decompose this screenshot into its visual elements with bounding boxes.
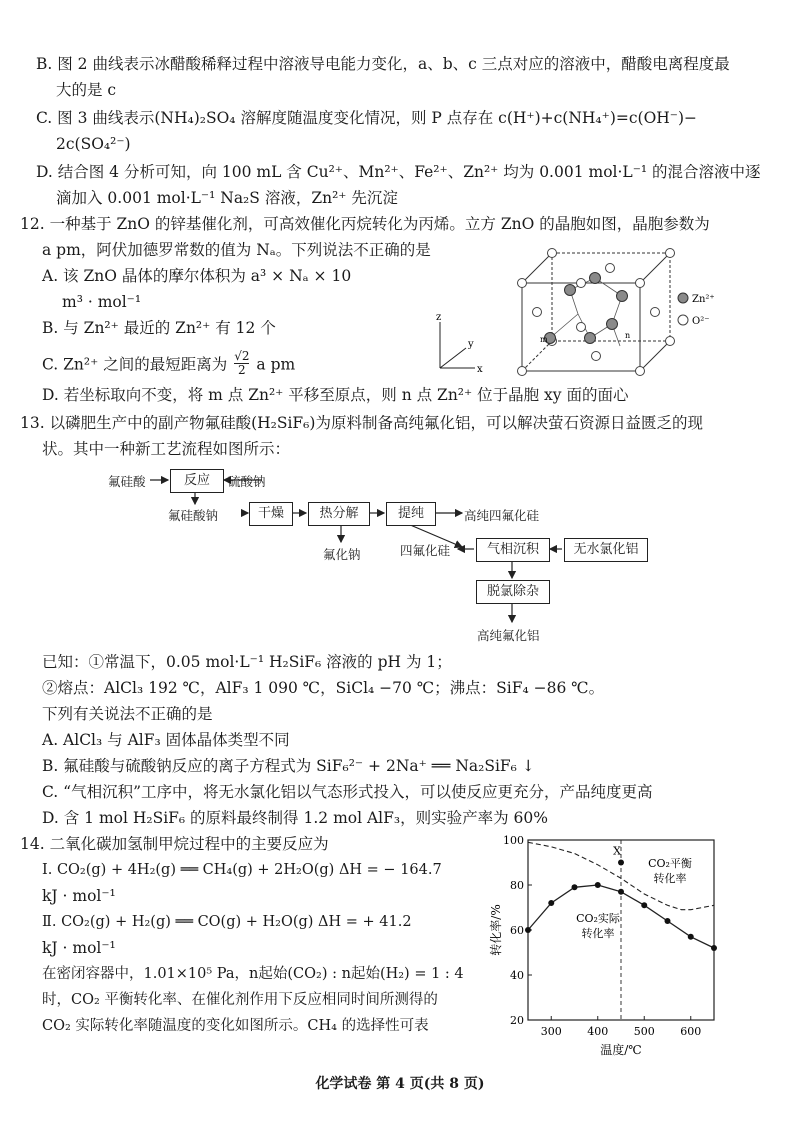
flow-step-vapor-deposition: 气相沉积: [476, 538, 550, 562]
q13-known-2: ②熔点：AlCl₃ 192 ℃，AlF₃ 1 090 ℃，SiCl₄ −70 ℃；沸点：SiF₄ −86 ℃。: [42, 679, 605, 697]
q11-option-d-line2: 滴加入 0.001 mol·L⁻¹ Na₂S 溶液，Zn²⁺ 先沉淀: [56, 189, 398, 207]
y-tick-label: 100: [503, 834, 524, 847]
q13-option-d: D. 含 1 mol H₂SiF₆ 的原料最终制得 1.2 mol AlF₃，则实验产率为 60%: [42, 809, 548, 827]
q13-stem-line1: 13. 以磷肥生产中的副产物氟硅酸(H₂SiF₆)为原料制备高纯氟化铝，可以解决萤石资源日益匮乏的现: [20, 414, 703, 432]
q12-stem-line2: a pm，阿伏加德罗常数的值为 Nₐ。下列说法不正确的是: [42, 241, 431, 259]
point-x-marker: [618, 860, 624, 866]
q12-option-a-line1: A. 该 ZnO 晶体的摩尔体积为 a³ × Nₐ × 10: [42, 267, 352, 285]
flow-step-decompose: 热分解: [308, 502, 370, 526]
flow-input-h2sif6: 氟硅酸: [108, 474, 146, 489]
eq-series-label-line1: CO₂平衡: [648, 857, 692, 870]
q12-option-c-pre: C. Zn²⁺ 之间的最短距离为: [42, 355, 228, 374]
flow-step-dry: 干燥: [249, 502, 293, 526]
q12-option-c-numerator: √2: [234, 349, 250, 363]
q14-para-3: CO₂ 实际转化率随温度的变化如图所示。CH₄ 的选择性可表: [42, 1018, 429, 1034]
q13-stem-line2: 状。其中一种新工艺流程如图所示：: [42, 440, 291, 458]
actual-data-point: [595, 882, 601, 888]
q13-option-c: C. “气相沉积”工序中，将无水氯化铝以气态形式投入，可以使反应更充分，产品纯度更高: [42, 783, 653, 801]
flow-byproduct-naf: 氟化钠: [323, 547, 361, 562]
x-axis-label: 温度/℃: [600, 1043, 642, 1057]
q13-option-b: B. 氟硅酸与硫酸钠反应的离子方程式为 SiF₆²⁻ + 2Na⁺ ══ Na₂SiF₆ ↓: [42, 757, 535, 775]
actual-data-point: [525, 927, 531, 933]
legend-o-label: O²⁻: [692, 316, 710, 327]
point-n-label: n: [625, 331, 631, 340]
page-footer: 化学试卷 第 4 页(共 8 页): [315, 1076, 485, 1092]
q11-option-c-line2: 2c(SO₄²⁻): [56, 135, 131, 153]
q11-option-d-line1: D. 结合图 4 分析可知，向 100 mL 含 Cu²⁺、Mn²⁺、Fe²⁺、Zn²⁺ 均为 0.001 mol·L⁻¹ 的混合溶液中逐: [36, 163, 761, 181]
q14-para-1: 在密闭容器中，1.01×10⁵ Pa，n起始(CO₂) : n起始(H₂) = 1 : 4: [42, 966, 464, 982]
y-tick-label: 20: [510, 1014, 524, 1027]
flow-step-react: 反应: [170, 469, 224, 493]
q14-reaction-1: Ⅰ. CO₂(g) + 4H₂(g) ══ CH₄(g) + 2H₂O(g) ΔH = − 164.7: [42, 862, 442, 878]
x-axis-ticks: [541, 1016, 702, 1038]
q14-stem: 14. 二氧化碳加氢制甲烷过程中的主要反应为: [20, 835, 329, 853]
actual-data-point: [618, 889, 624, 895]
q13-option-a: A. AlCl₃ 与 AlF₃ 固体晶体类型不同: [42, 731, 290, 749]
actual-data-point: [548, 900, 554, 906]
q12-option-a-line2: m³ · mol⁻¹: [62, 293, 142, 311]
flow-output-alf3: 高纯氟化铝: [477, 628, 540, 643]
actual-series-label-line2: 转化率: [581, 927, 615, 940]
q13-question: 下列有关说法不正确的是: [42, 705, 213, 723]
flow-input-na2so4: 硫酸钠: [228, 474, 266, 489]
flow-output-sif4: 高纯四氟化硅: [464, 508, 540, 523]
point-x-label: X: [613, 844, 621, 858]
q12-option-c-denominator: 2: [238, 363, 246, 377]
q11-option-b-line2: 大的是 c: [56, 81, 117, 99]
flow-input-alcl3: 无水氯化铝: [564, 538, 648, 562]
actual-series-label-line1: CO₂实际: [576, 912, 620, 925]
x-tick-label: 600: [680, 1025, 702, 1038]
point-m-label: m: [540, 335, 548, 344]
q12-option-d: D. 若坐标取向不变，将 m 点 Zn²⁺ 平移至原点，则 n 点 Zn²⁺ 位于晶胞 xy 面的面心: [42, 386, 629, 404]
q12-option-b: B. 与 Zn²⁺ 最近的 Zn²⁺ 有 12 个: [42, 319, 276, 337]
flow-sif4-label: 四氟化硅: [400, 543, 451, 558]
eq-series-label-line2: 转化率: [653, 872, 687, 885]
co2-conversion-chart: [488, 830, 728, 1062]
x-tick-label: 400: [587, 1025, 609, 1038]
actual-data-point: [572, 884, 578, 890]
flow-na2sif6: 氟硅酸钠: [168, 508, 219, 523]
actual-data-point: [665, 918, 671, 924]
axis-z-label: z: [436, 312, 442, 323]
flow-step-dechlorinate: 脱氯除杂: [476, 580, 550, 604]
flow-step-purify: 提纯: [386, 502, 436, 526]
legend-zn-label: Zn²⁺: [692, 294, 715, 305]
axis-y-label: y: [468, 339, 474, 350]
q14-reaction-2: Ⅱ. CO₂(g) + H₂(g) ══ CO(g) + H₂O(g) ΔH = + 41.2: [42, 914, 412, 930]
actual-data-point: [688, 934, 694, 940]
q14-para-2: 时，CO₂ 平衡转化率、在催化剂作用下反应相同时间所测得的: [42, 992, 438, 1008]
x-tick-label: 300: [540, 1025, 562, 1038]
q12-option-c-post: a pm: [256, 355, 296, 374]
y-tick-label: 40: [510, 969, 524, 982]
q14-reaction-1-unit: kJ · mol⁻¹: [42, 887, 116, 905]
q12-stem-line1: 12. 一种基于 ZnO 的锌基催化剂，可高效催化丙烷转化为丙烯。立方 ZnO 的晶胞如图，晶胞参数为: [20, 215, 710, 233]
x-tick-label: 500: [633, 1025, 655, 1038]
q14-reaction-2-unit: kJ · mol⁻¹: [42, 939, 116, 957]
y-axis-label: 转化率/%: [489, 904, 503, 956]
q13-known-1: 已知：①常温下，0.05 mol·L⁻¹ H₂SiF₆ 溶液的 pH 为 1；: [42, 653, 452, 671]
actual-data-point: [641, 902, 647, 908]
q11-option-b-line1: B. 图 2 曲线表示冰醋酸稀释过程中溶液导电能力变化，a、b、c 三点对应的溶液中，醋酸电离程度最: [36, 55, 730, 73]
axis-x-label: x: [477, 364, 483, 375]
q11-option-c-line1: C. 图 3 曲线表示(NH₄)₂SO₄ 溶解度随温度变化情况，则 P 点存在 c(H⁺)+c(NH₄⁺)=c(OH⁻)−: [36, 109, 698, 127]
y-tick-label: 80: [510, 879, 524, 892]
y-tick-label: 60: [510, 924, 524, 937]
actual-data-point: [711, 945, 717, 951]
